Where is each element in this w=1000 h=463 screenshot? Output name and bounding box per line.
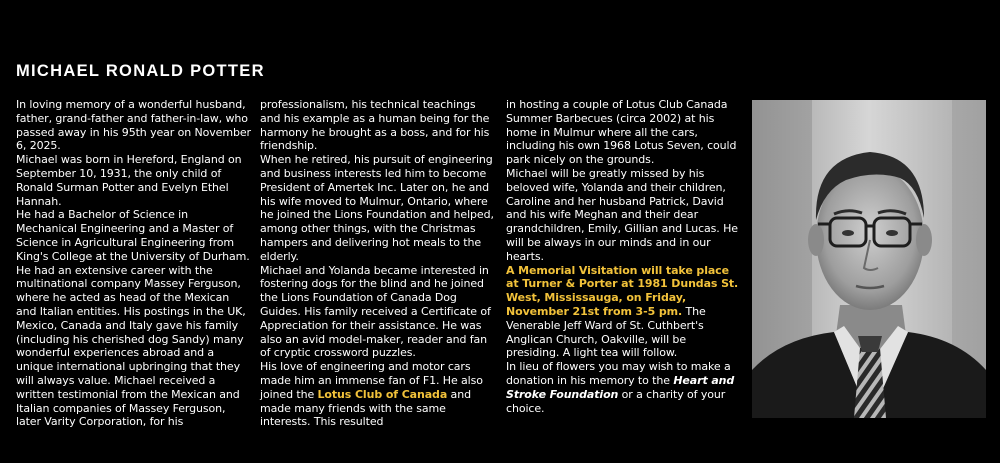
paragraph-text: The Venerable Jeff Ward of St. Cuthbert's Anglican Church, Oakville, will be presiding. A light tea will follow. bbox=[506, 304, 706, 360]
paragraph: Michael and Yolanda became interested in fostering dogs for the blind and he joined the Lions Foundation of Canada Dog Guides. His family received a Certificate of Appreciation for their assistance. He was also an avid model-maker, reader and fan of cryptic crossword puzzles. bbox=[260, 263, 491, 360]
paragraph: professionalism, his technical teachings and his example as a human being for the harmony he brought as a boss, and for his friendship. bbox=[260, 98, 490, 153]
paragraph-text: In lieu of flowers you may wish to make a donation in his memory to the bbox=[506, 360, 731, 387]
obituary-title: MICHAEL RONALD POTTER bbox=[16, 62, 265, 80]
paragraph: He had an extensive career with the multinational company Massey Ferguson, where he acted as head of the Mexican and Italian entities. His postings in the UK, Mexico, Canada and Italy gave his family (including his cherished dog Sandy) many wonderful experiences abroad and a unique international upbringing that they will always value. Michael received a written testimonial from the Mexican and Italian companies of Massey Ferguson, later Varity Corporation, for his bbox=[16, 263, 246, 429]
text-column-3 bbox=[506, 98, 742, 415]
paragraph: in hosting a couple of Lotus Club Canada Summer Barbecues (circa 2002) at his home in Mulmur where all the cars, including his own 1968 Lotus Seven, could park nicely on the grounds. bbox=[506, 98, 737, 167]
paragraph bbox=[506, 360, 742, 415]
paragraph: He had a Bachelor of Science in Mechanical Engineering and a Master of Science in Agricultural Engineering from King's College at the University of Durham. bbox=[16, 208, 250, 263]
paragraph: Michael was born in Hereford, England on September 10, 1931, the only child of Ronald Surman Potter and Evelyn Ethel Hannah. bbox=[16, 153, 242, 208]
text-column-1 bbox=[16, 98, 252, 429]
paragraph bbox=[506, 264, 742, 361]
paragraph: In loving memory of a wonderful husband, father, grand-father and father-in-law, who passed away in his 95th year on November 6, 2025. bbox=[16, 98, 251, 153]
paragraph-text: and made many friends with the same interests. This resulted bbox=[260, 387, 471, 429]
paragraph bbox=[260, 360, 496, 429]
paragraph: Michael will be greatly missed by his beloved wife, Yolanda and their children, Caroline and her husband Patrick, David and his wife Meghan and their dear grandchildren, Emily, Gillian and Lucas. He will be always in our minds and in our hearts. bbox=[506, 166, 738, 263]
text-column-2 bbox=[260, 98, 496, 429]
paragraph-text: or a charity of your choice. bbox=[506, 387, 726, 415]
visitation-notice: A Memorial Visitation will take place at Turner & Porter at 1981 Dundas St. West, Mississauga, on Friday, November 21st from 3-5 pm. bbox=[506, 263, 739, 318]
paragraph: When he retired, his pursuit of engineering and business interests led him to become President of Amertek Inc. Later on, he and his wife moved to Mulmur, Ontario, where he joined the Lions Foundation and helped, among other things, with the Christmas hampers and delivering hot meals to the elderly. bbox=[260, 153, 494, 263]
lotus-club-link[interactable]: Lotus Club of Canada bbox=[317, 387, 448, 401]
portrait-illustration bbox=[752, 100, 986, 418]
paragraph-text: His love of engineering and motor cars made him an immense fan of F1. He also joined the bbox=[260, 360, 483, 401]
portrait-photo bbox=[752, 100, 986, 418]
charity-name: Heart and Stroke Foundation bbox=[506, 373, 735, 401]
